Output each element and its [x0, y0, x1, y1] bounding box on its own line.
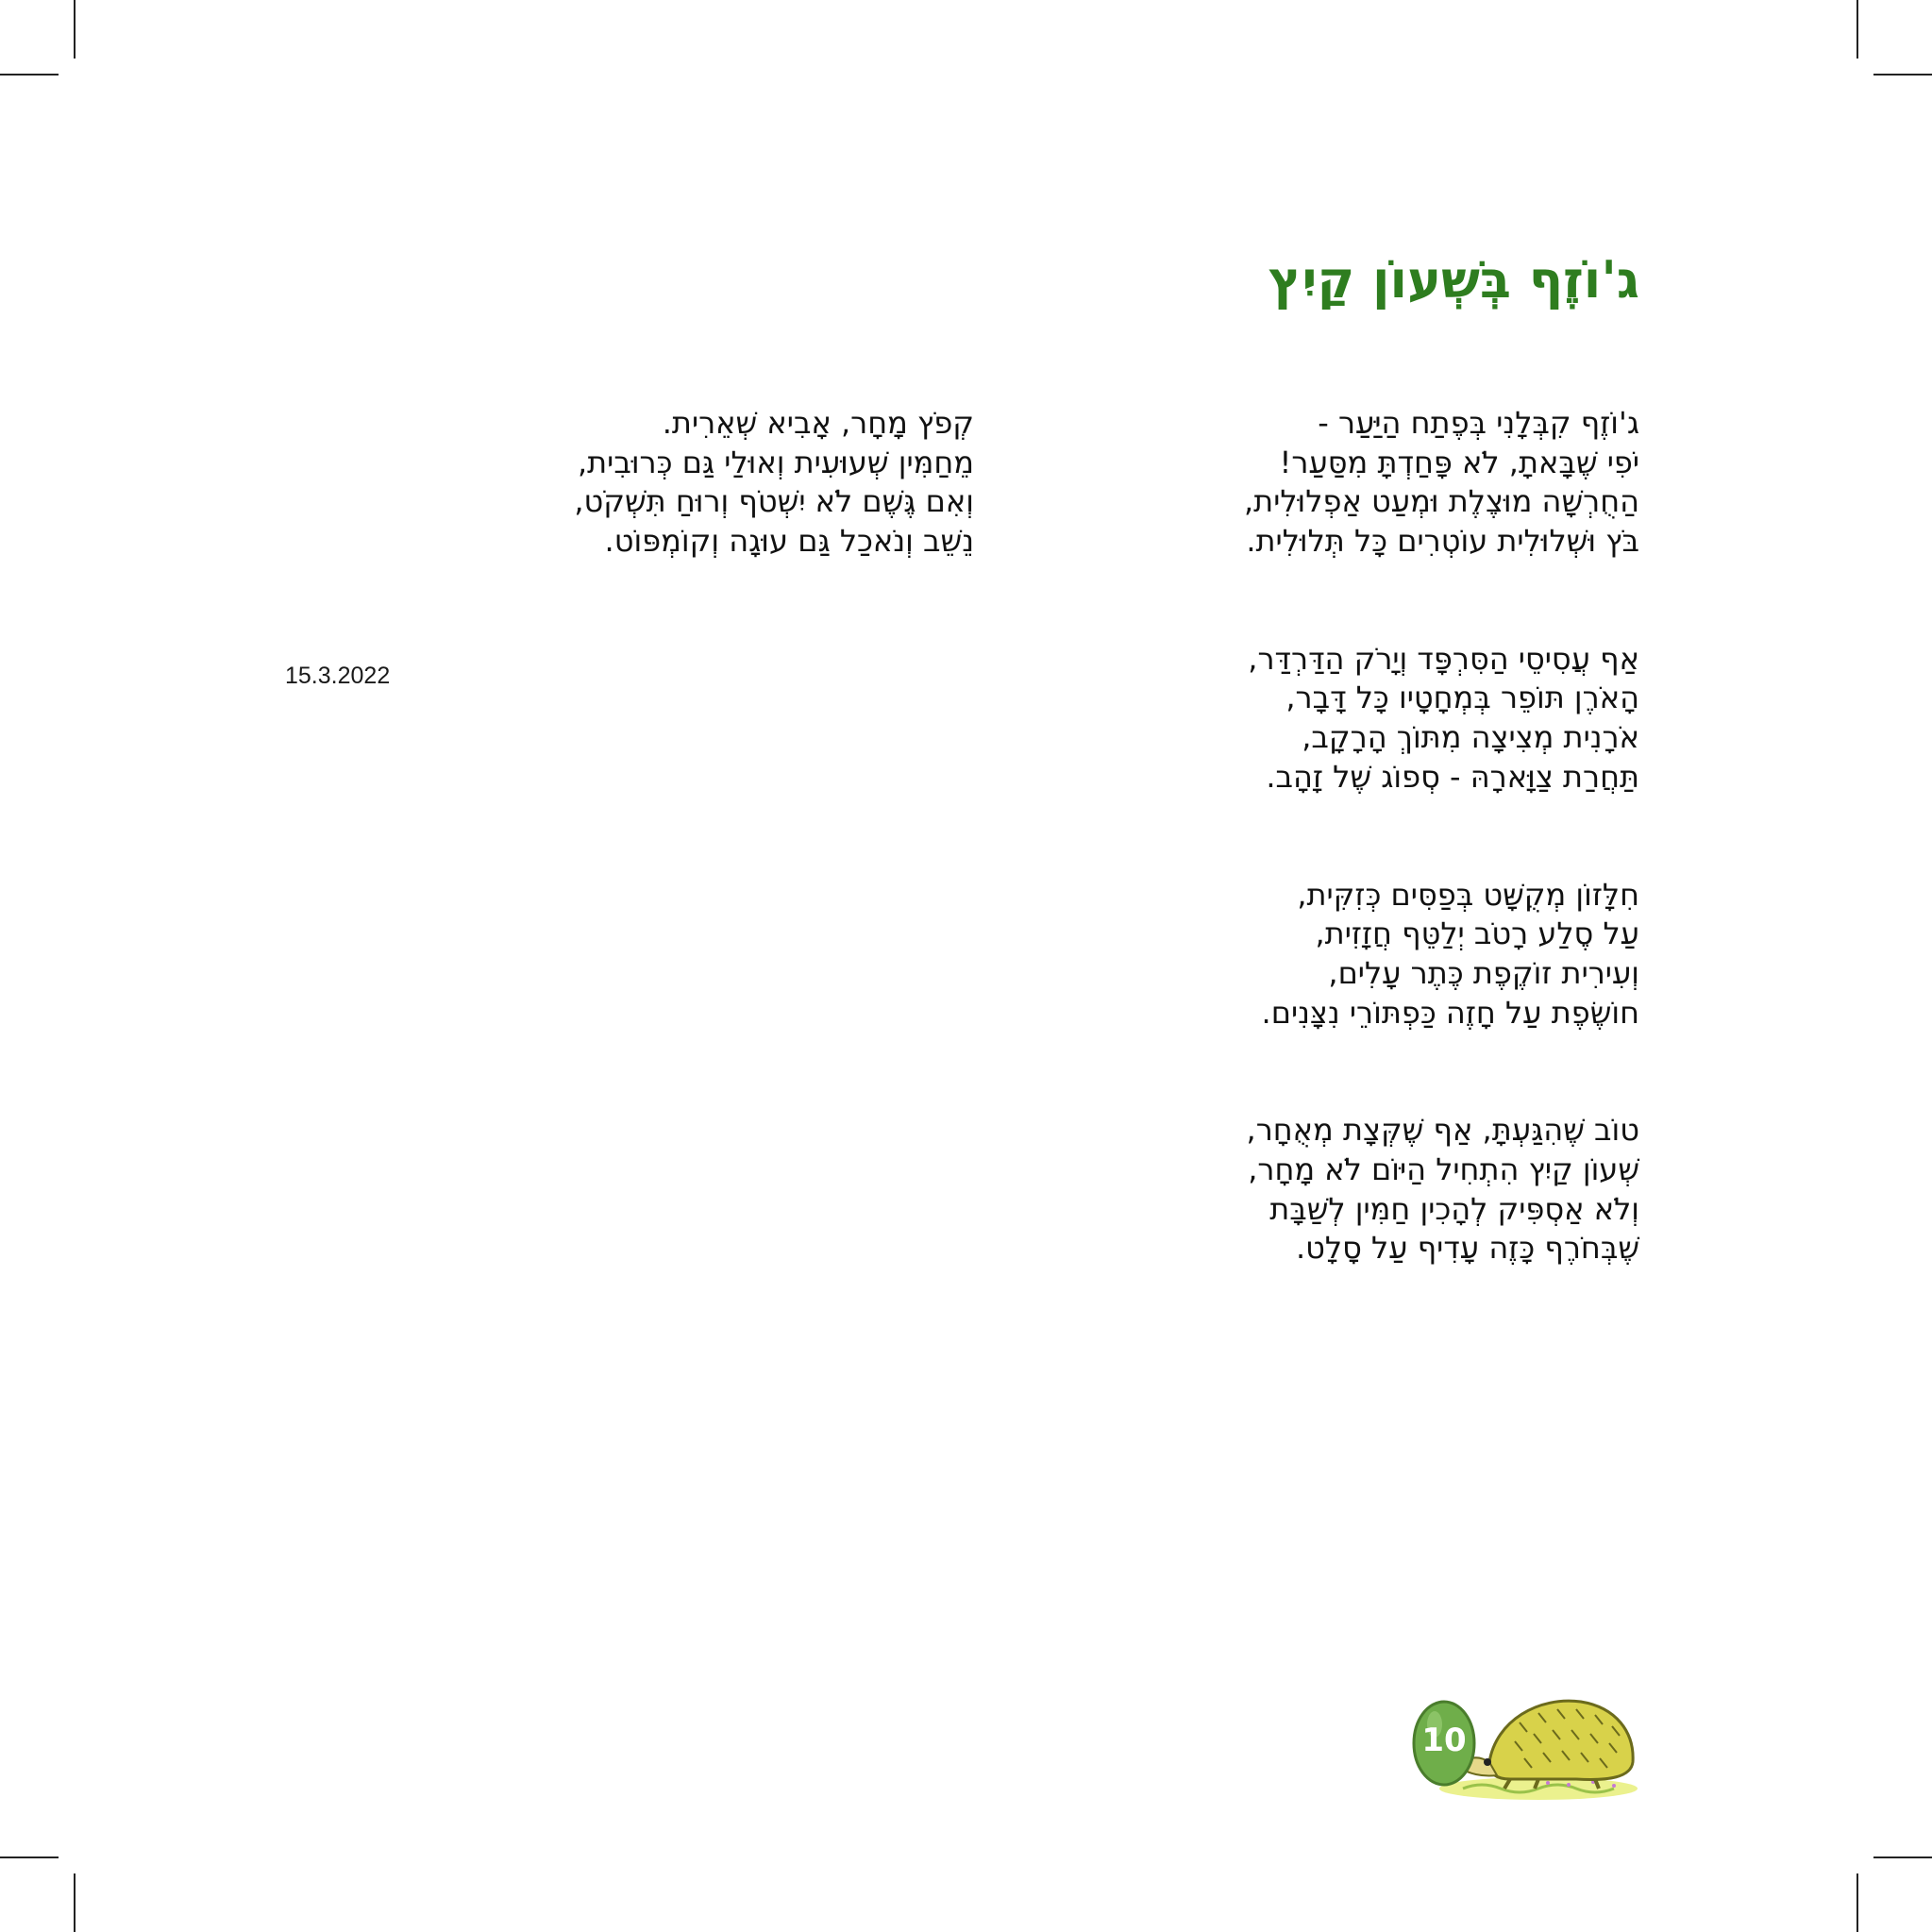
poem-line: יֹפִי שֶׁבָּאתָ, לֹא פָּחַדְתָּ מִסַּעַר!	[1279, 444, 1639, 480]
poem-line: ג'וֹזֶף קִבְּלָנִי בְּפֶתַח הַיַּעַר -	[1318, 405, 1639, 441]
poem-line: חוֹשֶׂפֶת עַל חָזֶה כַּפְתּוֹרֵי נִצָּנִים.	[1261, 994, 1639, 1031]
crop-mark-top-left-h	[0, 74, 59, 76]
poem-line: וְלֹא אַסְפִּיק לְהָכִין חַמִּין לְשַׁבָּת	[1269, 1190, 1639, 1227]
poem-line: שְׁעוֹן קַיִץ הִתְחִיל הַיּוֹם לֹא מָחָר,	[1248, 1151, 1639, 1187]
poem-column-left	[483, 404, 974, 640]
crop-mark-top-right-h	[1873, 74, 1932, 76]
poem-line: שֶׁבְּחֹרֶף כָּזֶה עָדִיף עַל סָלָט.	[1295, 1230, 1639, 1267]
poem-line: וְאִם גֶּשֶׁם לֹא יִשְׁטֹף וְרוּחַ תִּשְׁקֹט,	[574, 483, 974, 520]
poem-title: ג'וֹזֶף בְּשְׁעוֹן קַיִץ	[1268, 250, 1639, 310]
poem-line: קְפֹץ מָחָר, אָבִיא שְׁאֵרִית.	[662, 405, 974, 441]
crop-mark-bottom-right-h	[1873, 1856, 1932, 1858]
stanza	[1149, 876, 1639, 1033]
poem-line: עַל סֶלַע רָטֹב יְלַטֵּף חֲזָזִית,	[1315, 916, 1639, 952]
stanza	[483, 404, 974, 562]
poem-line: מֵחַמִּין שְׁעוּעִית וְאוּלַי גַּם כְּרוּבִית,	[577, 444, 974, 480]
poem-line: הַחֻרְשָׁה מוּצֶלֶת וּמְעַט אַפְלוּלִית,	[1244, 483, 1639, 520]
poem-line: חִלָּזוֹן מְקֻשָּׁט בְּפַסִּים כְּזִקִּית,	[1297, 876, 1639, 913]
poem-line: אַף עֲסִיסֵי הַסִּרְפָּד וְיָרֹק הַדַּרְדַּר,	[1248, 640, 1639, 677]
crop-mark-bottom-left-v	[74, 1873, 76, 1932]
poem-line: תַּחֲרַת צַוָּארָהּ - סְפוֹג שֶׁל זָהָב.	[1266, 758, 1639, 795]
stanza	[1149, 640, 1639, 798]
poem-line: וְעִירִית זוֹקֶפֶת כֶּתֶר עָלִים,	[1328, 954, 1639, 991]
crop-mark-top-right-v	[1856, 0, 1858, 59]
poem-line: בֹּץ וּשְׁלוּלִית עוֹטְרִים כָּל תְּלוּלִית.	[1246, 523, 1639, 560]
crop-mark-bottom-left-h	[0, 1856, 59, 1858]
stanza	[1149, 1111, 1639, 1268]
poem-line: אֹרָנִית מְצִיצָה מִתּוֹךְ הָרָקָב,	[1302, 719, 1639, 756]
poem-line: טוֹב שֶׁהִגַּעְתָּ, אַף שֶׁקְּצָת מְאֻחָר,	[1246, 1112, 1639, 1149]
stanza	[1149, 404, 1639, 562]
poem-column-right	[1149, 404, 1639, 1347]
poem-date: 15.3.2022	[285, 663, 391, 689]
poem-line: נֵשֵׁב וְנֹאכַל גַּם עוּגָה וְקוֹמְפּוֹט.	[604, 523, 974, 560]
page-number: 10	[1421, 1722, 1467, 1759]
poem-line: הָאֹרֶן תּוֹפֵר בְּמְחָטָיו כָּל דָּבָר,	[1285, 680, 1639, 716]
crop-mark-bottom-right-v	[1856, 1873, 1858, 1932]
crop-mark-top-left-v	[74, 0, 76, 59]
